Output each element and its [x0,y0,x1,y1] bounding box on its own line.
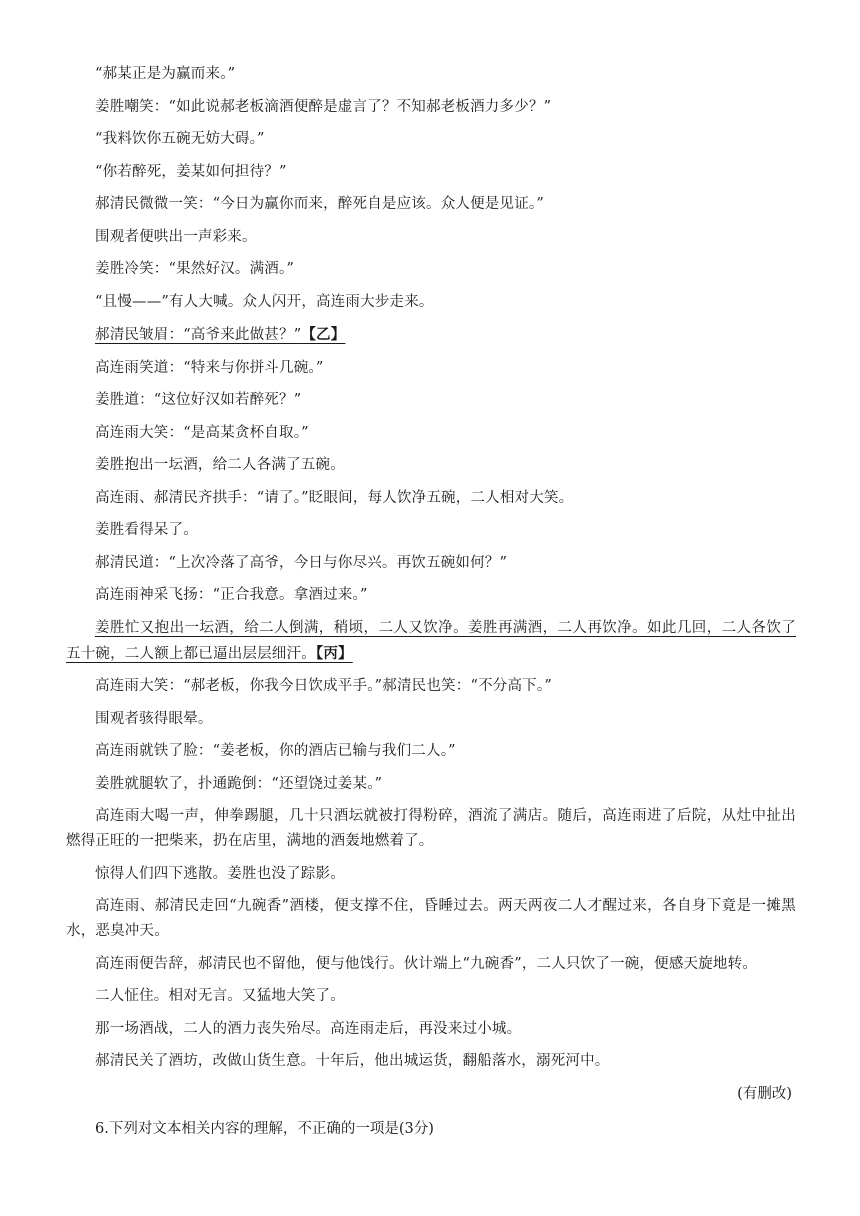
paragraph: 那一场酒战，二人的酒力丧失殆尽。高连雨走后，再没来过小城。 [95,1020,522,1037]
paragraph: 高连雨、郝清民齐拱手：“请了。”眨眼间，每人饮净五碗，二人相对大笑。 [95,489,574,506]
paragraph: 高连雨大笑：“郝老板，你我今日饮成平手。”郝清民也笑：“不分高下。” [95,678,552,694]
paragraph: 高连雨大笑：“是高某贪杯自取。” [95,424,309,441]
paragraph: 高连雨便告辞，郝清民也不留他，便与他饯行。伙计端上“九碗香”，二人只饮了一碗，便感天旋地转。 [95,955,758,972]
paragraph: 高连雨大喝一声，伸拳踢腿，几十只酒坛就被打得粉碎，酒流了满店。随后，高连雨进了后院，从灶中扯出燃得正旺的一把柴来，扔在店里，满地的酒轰地燃着了。 [66,808,796,849]
paragraph: 二人怔住。相对无言。又猛地大笑了。 [95,988,345,1004]
paragraph: 高连雨就铁了脸：“姜老板，你的酒店已输与我们二人。” [95,743,456,759]
paragraph: 围观者便哄出一声彩来。 [95,228,257,245]
question-6: 6.下列对文本相关内容的理解，不正确的一项是(3分) [95,1120,434,1137]
source-note: (有删改) [737,1085,792,1102]
paragraph: 郝清民道：“上次冷落了高爷，今日与你尽兴。再饮五碗如何？” [95,554,508,571]
paragraph: 郝清民关了酒坊，改做山货生意。十年后，他出城运货，翻船落水，溺死河中。 [95,1053,610,1069]
underlined-paragraph-bing: 姜胜忙又抱出一坛酒，给二人倒满，稍顷，二人又饮净。姜胜再满酒，二人再饮净。如此几回，二人各饮了五十碗，二人额上都已逼出层层细汗。【丙】 [66,619,796,662]
story-text [66,62,796,1074]
paragraph: 姜胜道：“这位好汉如若醉死？” [95,392,302,408]
underlined-paragraph-yi: 郝清民皱眉：“高爷来此做甚？”【乙】 [95,326,346,343]
paragraph: 郝清民微微一笑：“今日为赢你而来，醉死自是应该。众人便是见证。” [95,196,544,212]
marker-yi: 【乙】 [301,326,346,343]
marker-bing: 【丙】 [315,644,353,662]
paragraph: “郝某正是为赢而来。” [95,66,236,82]
paragraph: 惊得人们四下逃散。姜胜也没了踪影。 [95,865,345,882]
paragraph: 高连雨笑道：“特来与你拼斗几碗。” [95,359,324,376]
paragraph: “你若醉死，姜某如何担待？” [95,163,287,180]
paragraph: 姜胜冷笑：“果然好汉。满酒。” [95,261,295,277]
paragraph: 姜胜就腿软了，扑通跪倒：“还望饶过姜某。” [95,775,383,792]
paragraph: “且慢——”有人大喊。众人闪开，高连雨大步走来。 [95,293,434,310]
paragraph: “我料饮你五碗无妨大碍。” [95,131,265,147]
paragraph: 高连雨神采飞扬：“正合我意。拿酒过来。” [95,587,368,603]
paragraph: 姜胜抱出一坛酒，给二人各满了五碗。 [95,457,345,473]
document-page [66,62,796,1142]
paragraph: 围观者骇得眼晕。 [95,710,213,727]
paragraph: 高连雨、郝清民走回“九碗香”酒楼，便支撑不住，昏睡过去。两天两夜二人才醒过来，各自身下竟是一摊黑水，恶臭冲天。 [66,898,796,939]
paragraph: 姜胜看得呆了。 [95,522,198,538]
paragraph: 姜胜嘲笑：“如此说郝老板滴酒便醉是虚言了？不知郝老板酒力多少？” [95,98,552,115]
